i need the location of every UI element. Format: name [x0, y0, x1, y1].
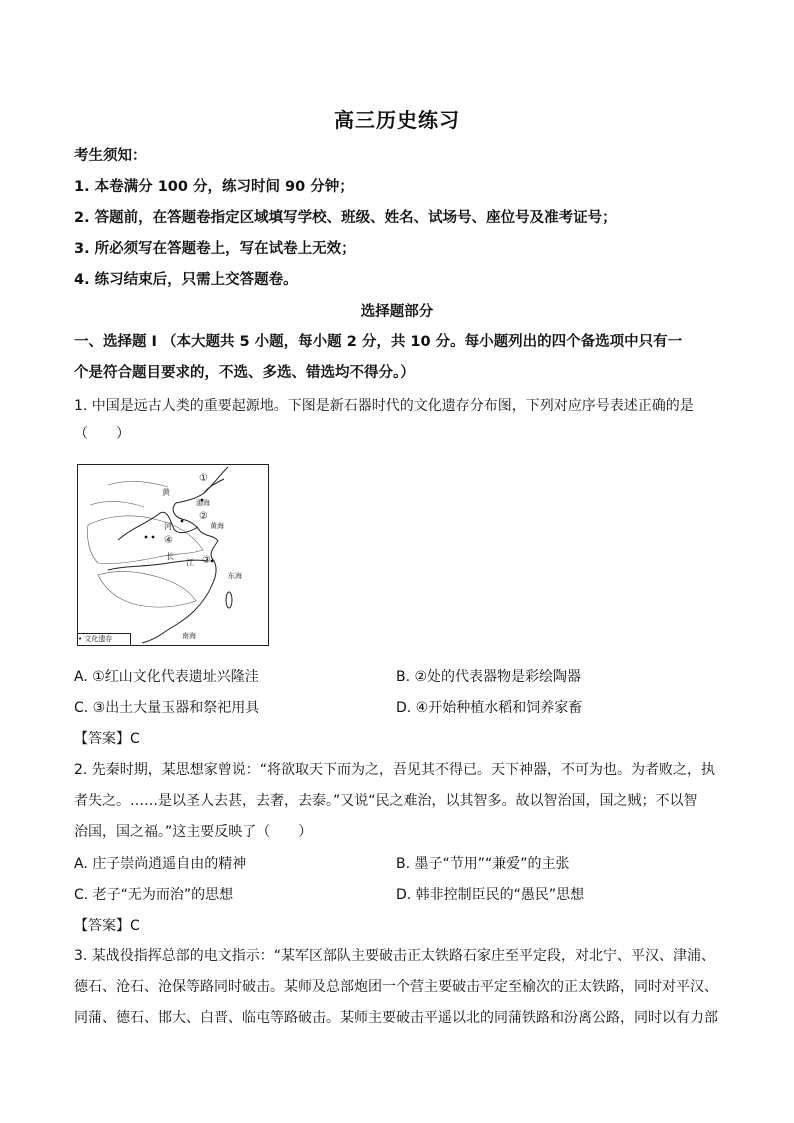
- map-label-huanghai: 黄海: [210, 522, 224, 530]
- notice-item-3: 3. 所必须写在答题卷上，写在试卷上无效；: [74, 241, 356, 257]
- map-label-he: 河: [164, 522, 172, 531]
- q2-option-c: C. 老子“无为而治”的思想: [74, 887, 234, 903]
- notice-item-2: 2. 答题前，在答题卷指定区域填写学校、班级、姓名、试场号、座位号及准考证号；: [74, 210, 617, 226]
- map-marker-2: ②: [199, 511, 208, 522]
- part1-instruction-line-1: 一、选择题 I （本大题共 5 小题，每小题 2 分，共 10 分。每小题列出的四个备选项中只有一: [74, 334, 683, 350]
- q1-option-c: C. ③出土大量玉器和祭祀用具: [74, 700, 260, 716]
- q2-stem-line-2: 者失之。……是以圣人去甚，去奢，去泰。”又说“民之难治，以其智多。故以智治国，国之贼；不以智: [74, 793, 698, 809]
- map-label-jiang: 江: [186, 558, 194, 567]
- q2-answer: 【答案】C: [74, 918, 140, 934]
- map-label-nanhai: 南海: [182, 632, 196, 640]
- map-label-bohai: 渤海: [196, 499, 210, 507]
- q1-stem-line-1: 1. 中国是远古人类的重要起源地。下图是新石器时代的文化遗存分布图，下列对应序号表述正确的是: [74, 398, 694, 414]
- q3-stem-line-3: 同蒲、德石、邯大、白晋、临屯等路破击。某师主要破击平遥以北的同蒲铁路和汾离公路，同时以有力部: [74, 1010, 718, 1026]
- map-label-donghai: 东海: [228, 572, 242, 580]
- q2-option-a: A. 庄子崇尚逍遥自由的精神: [74, 856, 247, 872]
- q2-stem-line-3: 治国，国之福。”这主要反映了（ ）: [74, 824, 313, 840]
- section-title: 选择题部分: [360, 304, 434, 320]
- part1-instruction-line-2: 个是符合题目要求的，不选、多选、错选均不得分。）: [74, 365, 415, 381]
- q3-stem-line-2: 德石、沧石、沧保等路同时破击。某师及总部炮团一个营主要破击平定至榆次的正太铁路，同时对平汉、: [74, 979, 718, 995]
- map-label-huang: 黄: [162, 488, 170, 497]
- notice-item-4: 4. 练习结束后，只需上交答题卷。: [74, 272, 298, 288]
- page-title: 高三历史练习: [334, 108, 460, 132]
- neolithic-culture-map: [77, 464, 269, 646]
- q1-option-d: D. ④开始种植水稻和饲养家畜: [396, 700, 583, 716]
- q2-option-b: B. 墨子“节用”“兼爱”的主张: [396, 856, 570, 872]
- q2-stem-line-1: 2. 先秦时期，某思想家曾说：“将欲取天下而为之，吾见其不得已。天下神器，不可为也。为者败之，执: [74, 762, 716, 778]
- notice-heading: 考生须知：: [74, 148, 147, 164]
- map-marker-3: ③: [202, 555, 211, 566]
- q1-answer: 【答案】C: [74, 731, 140, 747]
- q1-option-b: B. ②处的代表器物是彩绘陶器: [396, 669, 582, 685]
- q1-stem-line-2: （ ）: [74, 426, 130, 442]
- map-legend: • 文化遗存: [78, 633, 131, 645]
- map-label-chang: 长: [166, 552, 174, 561]
- map-marker-4: ④: [164, 535, 173, 546]
- map-marker-1: ①: [199, 473, 208, 484]
- q2-option-d: D. 韩非控制臣民的“愚民”思想: [396, 887, 585, 903]
- notice-item-1: 1. 本卷满分 100 分，练习时间 90 分钟；: [74, 179, 354, 195]
- q3-stem-line-1: 3. 某战役指挥总部的电文指示：“某军区部队主要破击正太铁路石家庄至平定段，对北宁、平汉、津浦、: [74, 948, 716, 964]
- q1-option-a: A. ①红山文化代表遗址兴隆洼: [74, 669, 259, 685]
